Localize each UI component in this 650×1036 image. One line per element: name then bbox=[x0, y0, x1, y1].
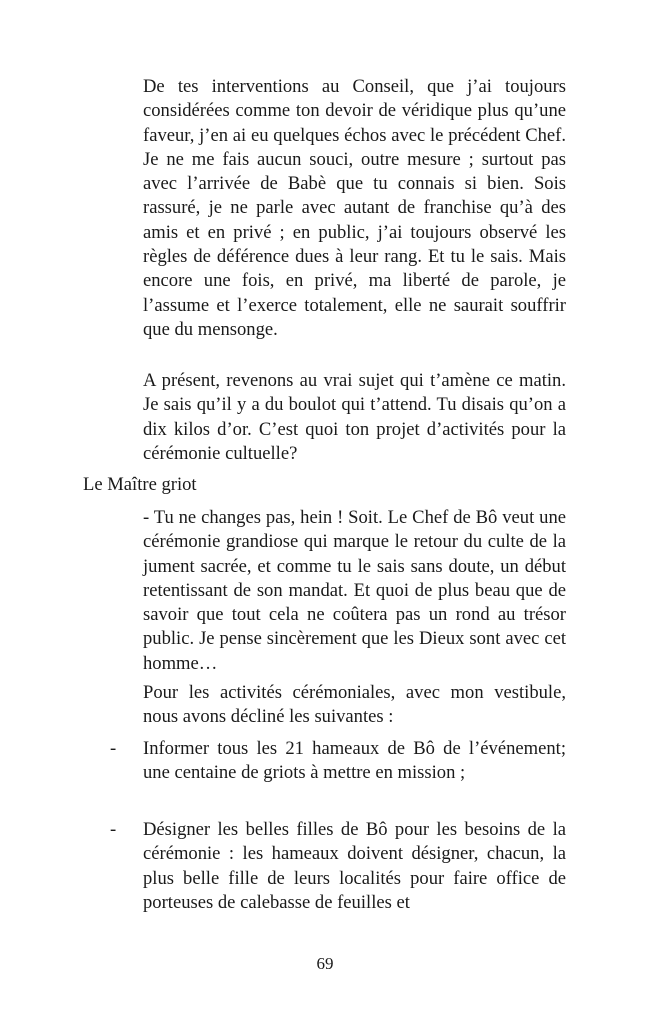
paragraph-council-interventions: De tes interventions au Conseil, que j’ai toujours considérées comme ton devoir de véridique plus qu’une faveur, j’en ai eu quelques échos avec le précédent Chef. Je ne me fais aucun souci, outre mesure ; surtout pas avec l’arrivée de Babè que tu connais si bien. Sois rassuré, je ne parle avec autant de franchise qu’à des amis et en privé ; en public, j’ai toujours observé les règles de déférence dues à leur rang. Et tu le sais. Mais encore une fois, en privé, ma liberté de parole, je l’assume et l’exerce totalement, elle ne saurait souffrir que du mensonge. bbox=[143, 76, 566, 340]
bullet-marker: - bbox=[110, 819, 117, 840]
bullet-marker: - bbox=[110, 738, 117, 759]
paragraph-back-to-subject: A présent, revenons au vrai sujet qui t’amène ce matin. Je sais qu’il y a du boulot qui t’attend. Tu disais qu’on a dix kilos d’or. C’est quoi ton projet d’activités pour la cérémonie cultuelle? bbox=[143, 370, 566, 464]
bullet-item-inform-hamlets: Informer tous les 21 hameaux de Bô de l’événement; une centaine de griots à mettre en mission ; bbox=[143, 738, 566, 784]
paragraph-ceremonial-activities: Pour les activités cérémoniales, avec mon vestibule, nous avons décliné les suivantes : bbox=[143, 682, 566, 728]
speaker-label: Le Maître griot bbox=[83, 474, 197, 495]
paragraph-griot-reply: - Tu ne changes pas, hein ! Soit. Le Chef de Bô veut une cérémonie grandiose qui marque le retour du culte de la jument sacrée, et comme tu le sais sans doute, un début retentissant de son mandat. Et quoi de plus beau que de savoir que tout cela ne coûtera pas un rond au trésor public. Je pense sincèrement que les Dieux sont avec cet homme… bbox=[143, 507, 566, 674]
page-number: 69 bbox=[316, 954, 334, 973]
bullet-item-designate-girls: Désigner les belles filles de Bô pour les besoins de la cérémonie : les hameaux doivent désigner, chacun, la plus belle fille de leurs localités pour faire office de porteuses de calebasse de feuilles et bbox=[143, 819, 566, 913]
